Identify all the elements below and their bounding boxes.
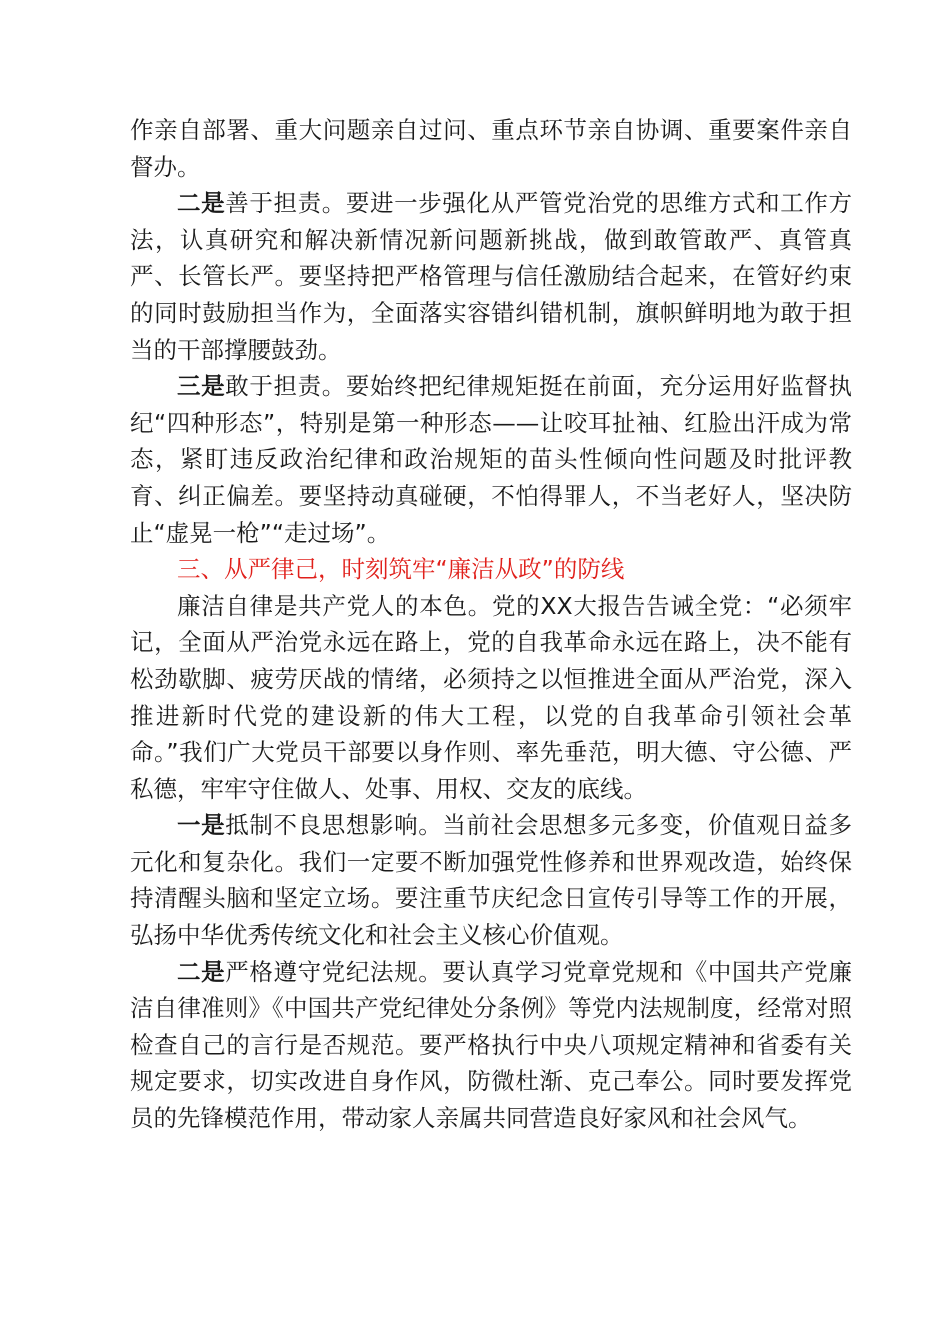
paragraph-intro-integrity [130,588,852,808]
paragraph-lead: 二是 [177,957,226,986]
paragraph-lead: 二是 [177,189,226,218]
paragraph-point-3-courage [130,368,852,551]
paragraph-text: 抵制不良思想影响。当前社会思想多元多变，价值观日益多元化和复杂化。我们一定要不断加强党性修养和世界观改造，始终保持清醒头脑和坚定立场。要注重节庆纪念日宣传引导等工作的开展，弘扬中华优秀传统文化和社会主义核心价值观。 [130,811,853,950]
paragraph-point-2-responsibility [130,185,852,368]
document-page [130,112,852,1137]
paragraph-point-1-resist [130,807,852,953]
paragraph-point-2-discipline [130,954,852,1137]
paragraph-text: 廉洁自律是共产党人的本色。党的XX大报告告诫全党：“必须牢记，全面从严治党永远在路上，党的自我革命永远在路上，决不能有松劲歇脚、疲劳厌战的情绪，必须持之以恒推进全面从严治党，深入推进新时代党的建设新的伟大工程，以党的自我革命引领社会革命。”我们广大党员干部要以身作则、率先垂范，明大德、守公德、严私德，牢牢守住做人、处事、用权、交友的底线。 [130,591,852,803]
paragraph-lead: 一是 [177,811,226,840]
paragraph-text: 严格遵守党纪法规。要认真学习党章党规和《中国共产党廉洁自律准则》《中国共产党纪律处分条例》等党内法规制度，经常对照检查自己的言行是否规范。要严格执行中央八项规定精神和省委有关规定要求，切实改进自身作风，防微杜渐、克己奉公。同时要发挥党员的先锋模范作用，带动家人亲属共同营造良好家风和社会风气。 [130,957,853,1133]
paragraph-lead: 三是 [177,372,226,401]
paragraph-continuation [130,112,852,185]
section-heading: 三、从严律己，时刻筑牢“廉洁从政”的防线 [177,555,625,584]
paragraph-text: 作亲自部署、重大问题亲自过问、重点环节亲自协调、重要案件亲自督办。 [130,116,852,181]
paragraph-text: 善于担责。要进一步强化从严管党治党的思维方式和工作方法，认真研究和解决新情况新问题新挑战，做到敢管敢严、真管真严、长管长严。要坚持把严格管理与信任激励结合起来，在管好约束的同时鼓励担当作为，全面落实容错纠错机制，旗帜鲜明地为敢于担当的干部撑腰鼓劲。 [130,189,853,364]
paragraph-text: 敢于担责。要始终把纪律规矩挺在前面，充分运用好监督执纪“四种形态”，特别是第一种形态——让咬耳扯袖、红脸出汗成为常态，紧盯违反政治纪律和政治规矩的苗头性倾向性问题及时批评教育、纠正偏差。要坚持动真碰硬，不怕得罪人，不当老好人，坚决防止“虚晃一枪”“走过场”。 [130,372,853,547]
